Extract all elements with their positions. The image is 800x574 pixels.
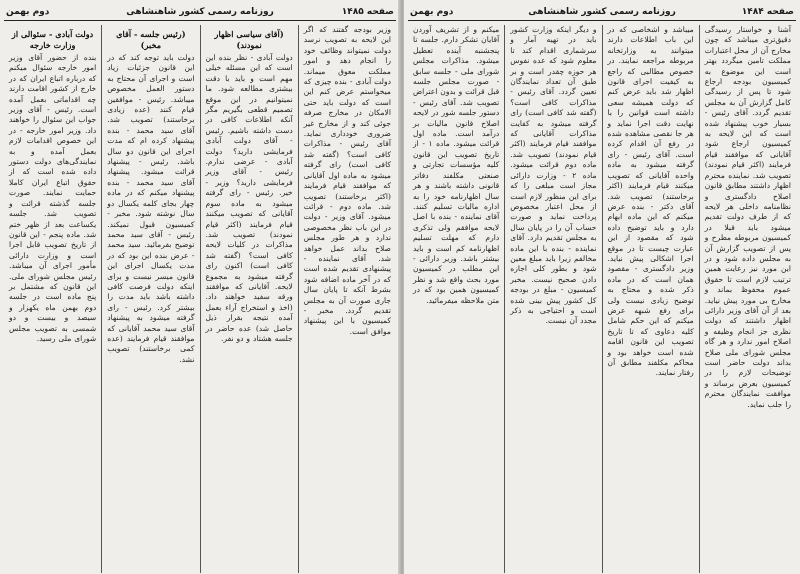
left-column-3 xyxy=(101,25,199,573)
left-page-date: دوم بهمن xyxy=(6,7,50,17)
column-headline: دولت آبادی - سئوالی از وزارت خارجه xyxy=(11,29,94,50)
left-page-columns xyxy=(4,25,396,573)
right-page-header xyxy=(408,4,796,21)
right-column-4 xyxy=(408,25,504,573)
left-column-2 xyxy=(200,25,298,573)
left-page-number: صفحه ۱۴۸۵ xyxy=(341,7,394,17)
right-column-3 xyxy=(504,25,601,573)
left-column-4 xyxy=(4,25,101,573)
article-text: میکنم و از تشریف آوردن آقایان تشکر دارم. جلسه تا پنجشنبه آینده تعطیل میشود. مذاکرات مجلس شورای ملی - جلسه سابق - صورت مجلس جلسه قبل قرائت و بدون اعتراض تصویب شد. آقای رئیس - دستور جلسه شور در لایحه اصلاح قانون مالیات بر درآمد است. ماده اول قرائت میشود. ماده ۱ - از تاریخ تصویب این قانون کلیه مؤسسات تجارتی و صنعتی مکلفند دفاتر قانونی داشته باشند و هر سال اظهارنامه خود را به اداره مالیات تسلیم کنند. آقای نماینده - بنده با اصل لایحه موافقم ولی تذکری دارم که مهلت تسلیم اظهارنامه کم است و باید بیشتر باشد. وزیر دارائی - این مطلب در کمیسیون مورد بحث واقع شد و نظر کمیسیون همین بود که در متن ملاحظه میفرمائید. xyxy=(412,25,500,305)
right-column-2 xyxy=(602,25,699,573)
right-page-number: صفحه ۱۴۸۴ xyxy=(741,7,794,17)
right-page-date: دوم بهمن xyxy=(410,7,454,17)
article-text: و دیگر اینکه وزارت کشور باید در تهیه آمار و سرشماری اقدام کند تا معلوم شود که عده نفوس هر حوزه چقدر است و بر طبق آن تعداد نمایندگان تعیین گردد. آقای رئیس - مذاکرات کافی است؟ (گفته شد کافی است) رای گرفته میشود به کفایت مذاکرات آقایانی که موافقند قیام فرمایند (اکثر قیام نمودند) تصویب شد. ماده دوم قرائت میشود. ماده ۲ - وزارت دارائی مجاز است مبلغی را که برای این منظور لازم است از محل اعتبار مخصوص پرداخت نماید و صورت حساب آن را در پایان سال به مجلس تقدیم دارد. آقای نماینده - بنده با این ماده مخالفم زیرا باید مبلغ معین شود و بطور کلی اجازه دادن صحیح نیست. مخبر کمیسیون - مبلغ در بودجه کل کشور پیش بینی شده است و احتیاجی به ذکر مجدد آن نیست. xyxy=(510,25,597,326)
article-text: آشنا و خواستار رسیدگی دقیق‌تری میباشد که چون مخارج آن از محل اعتبارات مملکت تامین میگردد بهتر است این موضوع به کمیسیون بودجه ارجاع شود تا پس از رسیدگی کامل گزارش آن به مجلس تقدیم گردد. آقای رئیس - بسیار خوب پیشنهاد شده است که این لایحه به کمیسیون ارجاع شود آقایانی که موافقند قیام فرمایند (اکثر قیام نمودند) تصویب شد. نماینده محترم اظهار داشتند مطابق قانون اصلاح دادگستری و نظامنامه داخلی هر لایحه که از طرف دولت تقدیم میشود باید قبلا در کمیسیون مربوطه مطرح و پس از تصویب گزارش آن به مجلس داده شود و در این مورد نیز رعایت همین ترتیب لازم است تا حقوق عموم محفوظ بماند و مخارج بی مورد پیش نیاید. بعد از آن آقای وزیر دارائی اظهار داشتند که دولت نظری جز انجام وظیفه و اصلاح امور ندارد و هر گاه مجلس شورای ملی صلاح بداند دولت حاضر است توضیحات لازم را در کمیسیون بعرض برساند و موافقت نمایندگان محترم را جلب نماید. xyxy=(704,25,791,409)
article-text: میباشد و اشخاصی که در این باب اطلاعات دارند میتوانند به وزارتخانه مربوطه مراجعه نمایند. در خصوص مطالبی که راجع به کیفیت اجرای قانون اظهار شد باید عرض کنم که دولت همیشه سعی داشته است قوانین را با نهایت دقت اجرا نماید و هر جا نقصی مشاهده شده در رفع آن اقدام کرده است. آقای رئیس - رای گرفته میشود به ماده واحده آقایانی که تصویب میکنند قیام فرمایند (اکثر برخاستند) تصویب شد. آقای دکتر - بنده عرض میکنم که این ماده ابهام دارد و باید توضیح داده شود که مقصود از این عبارت چیست تا در موقع اجرا اشکالی پیش نیاید. وزیر دادگستری - مقصود همان است که در ماده ذکر شده و محتاج به توضیح زیادی نیست ولی برای رفع شبهه عرض میکنم که این حکم شامل کلیه دعاوی که تا تاریخ تصویب این قانون اقامه شده است خواهد بود و محاکم مکلفند مطابق آن رفتار نمایند. xyxy=(607,25,694,378)
left-page-header xyxy=(4,4,396,21)
column-headline: (رئیس جلسه - آقای مخبر) xyxy=(116,29,186,50)
article-text: وزیر بودجه گفتند که اگر این لایحه به تصویب نرسد دولت نمیتواند وظائف خود را انجام دهد و امور مملکت معوق میماند. دولت آبادی - بنده چیزی که میخواستم عرض کنم این است که دولت باید حتی الامکان در مخارج صرفه جوئی کند و از مخارج غیر ضروری خودداری نماید. آقای رئیس - مذاکرات کافی است؟ (گفته شد کافی است) رای گرفته میشود به ماده اول آقایانی که موافقند قیام فرمایند (اکثر برخاستند) تصویب شد. ماده دوم - قرائت میشود. آقای وزیر - دولت در این باب نظر مخصوصی ندارد و هر طور مجلس صلاح بداند عمل خواهد شد. آقای نماینده - پیشنهادی تقدیم شده است که در آخر ماده اضافه شود بشرط آنکه تا پایان سال جاری صورت آن به مجلس تقدیم گردد. مخبر - کمیسیون با این پیشنهاد موافق است. xyxy=(303,25,391,336)
article-text: دولت آبادی - نظر بنده این است که این مسئله خیلی مهم است و باید با دقت بیشتری مطالعه شود. ما نمیتوانیم در این موقع تصمیم قطعی بگیریم مگر آنکه اطلاعات کافی در دست داشته باشیم. رئیس - آقای دولت آبادی فرمایشی دارید؟ دولت آبادی - عرضی ندارم. رئیس - آقای وزیر فرمایشی دارید؟ وزیر - خیر. رئیس - رای گرفته میشود به ماده سوم آقایانی که تصویب میکنند قیام فرمایند (اکثر قیام نمودند) تصویب شد. مذاکرات در کلیات لایحه کافی است؟ (گفته شد کافی است) اکنون رای گرفته میشود به مجموع لایحه. آقایانی که موافقند ورقه سفید خواهند داد. (اخذ و استخراج آراء بعمل آمده نتیجه بقرار ذیل حاصل شد) عده حاضر در جلسه هشتاد و دو نفر. xyxy=(205,53,293,343)
left-page-publication-name: روزنامه رسمی کشور شاهنشاهی xyxy=(126,7,274,17)
column-headline: (آقای سیاسی اظهار نمودند) xyxy=(214,29,284,50)
right-page-columns xyxy=(408,25,796,573)
right-page xyxy=(404,0,800,574)
right-column-1 xyxy=(699,25,796,573)
right-page-publication-name: روزنامه رسمی کشور شاهنشاهی xyxy=(528,7,676,17)
left-column-1 xyxy=(298,25,396,573)
article-text: بنده از حضور آقای وزیر امور خارجه سئوال میکنم که درباره اتباع ایران که در خارج از کشور اقامت دارند چه اقداماتی بعمل آمده است. رئیس - آقای وزیر جواب این سئوال را خواهند داد. وزیر امور خارجه - در این خصوص اقدامات لازم بعمل آمده و به نمایندگی‌های دولت دستور داده شده است که از حقوق اتباع ایران کاملا حمایت نمایند. صورت جلسه گذشته قرائت و تصویب شد. جلسه یکساعت بعد از ظهر ختم شد. ماده پنجم - این قانون از تاریخ تصویب قابل اجرا است و وزارت دارائی مأمور اجرای آن میباشد. رئیس مجلس شورای ملی. این قانون که مشتمل بر پنج ماده است در جلسه دوم بهمن ماه یکهزار و سیصد و بیست و دو شمسی به تصویب مجلس شورای ملی رسید. xyxy=(9,53,97,343)
article-text: دولت باید توجه کند که در این قانون جزئیات زیاد است و اجرای آن محتاج به دستور العمل مخصوص میباشد. رئیس - موافقین قیام کنند (عده زیادی برخاستند) تصویب شد. آقای سید محمد - بنده پیشنهاد کرده ام که مدت اجرای این قانون دو سال باشد. رئیس - پیشنهاد قرائت میشود. پیشنهاد آقای سید محمد - بنده پیشنهاد میکنم که در ماده چهار بجای کلمه یکسال دو سال نوشته شود. مخبر - کمیسیون قبول نمیکند. رئیس - آقای سید محمد توضیح بفرمائید. سید محمد - عرض بنده این بود که در مدت یکسال اجرای این قانون میسر نیست و برای اینکه دولت فرصت کافی داشته باشد باید مدت را بیشتر کرد. رئیس - رای گرفته میشود به پیشنهاد آقای سید محمد آقایانی که موافقند قیام فرمایند (عده کمی برخاستند) تصویب نشد. xyxy=(107,53,195,364)
